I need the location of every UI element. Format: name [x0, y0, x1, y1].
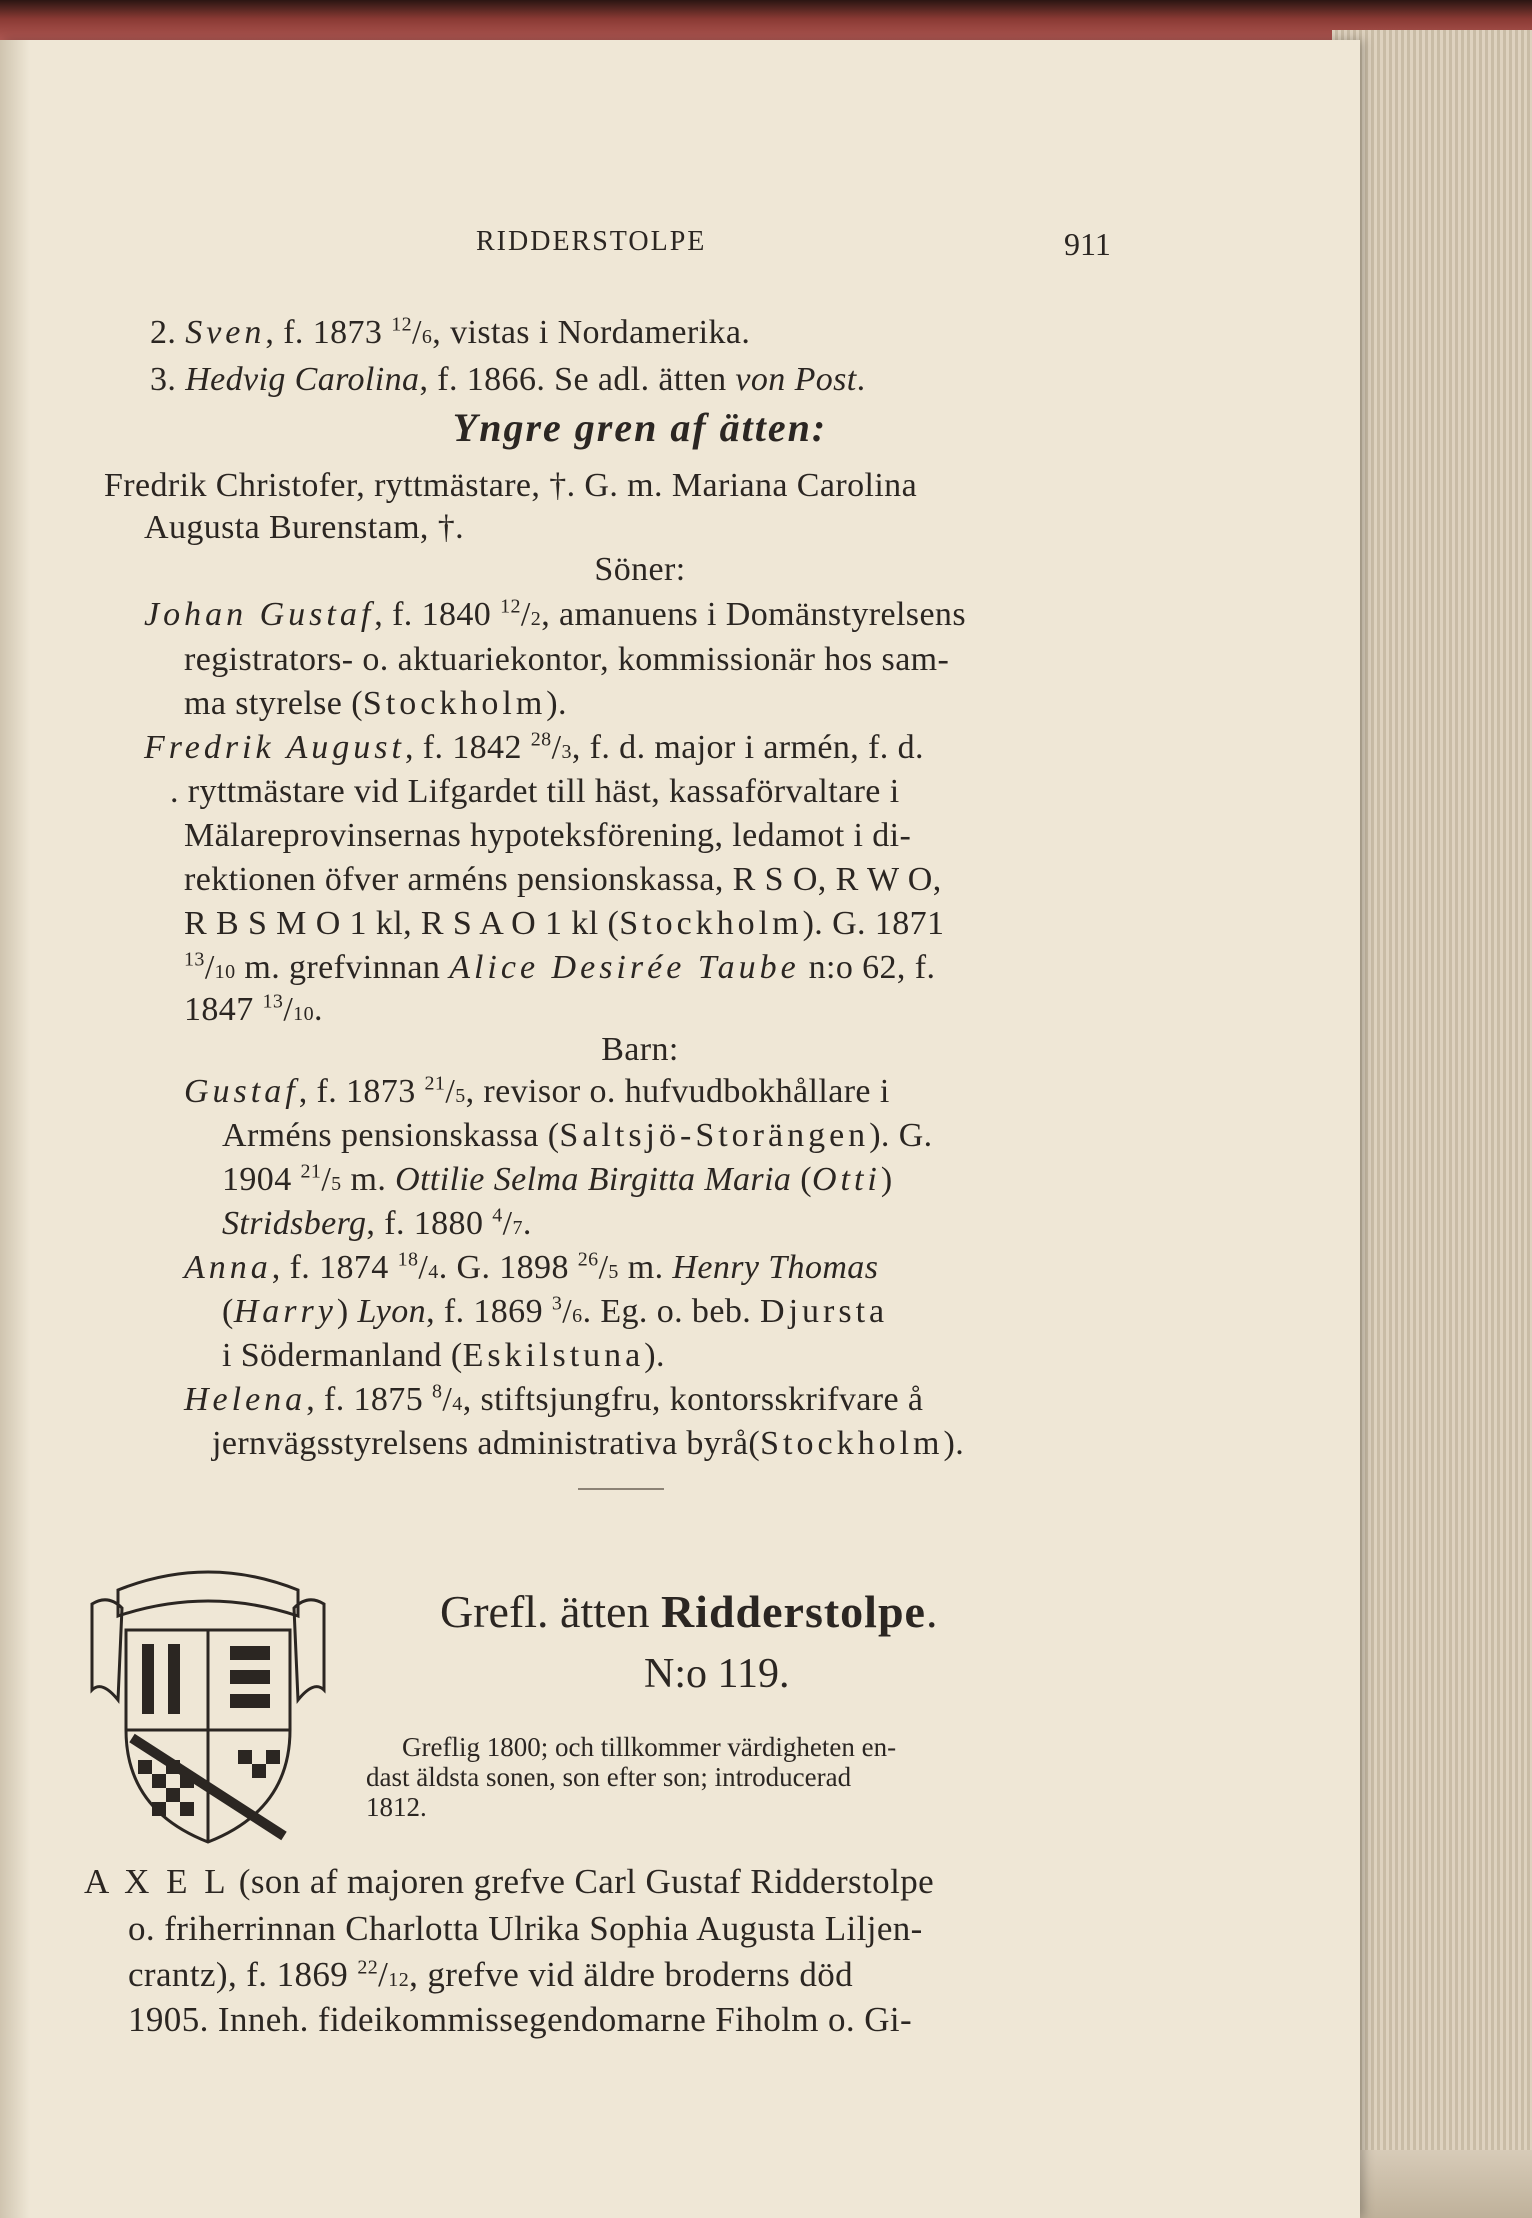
text-line: 2. Sven, f. 1873 $^{12}$/6, vistas i Nordamerika.: [150, 313, 751, 351]
text-line: Augusta Burenstam, †.: [144, 509, 465, 546]
text-line: 1847 $^{13}$/10.: [184, 990, 323, 1028]
text-line: Mälareprovinsernas hypoteksförening, ledamot i di-: [184, 817, 912, 854]
text-line: 1904 $^{21}$/5 m. Ottilie Selma Birgitta Maria (Otti): [222, 1160, 893, 1198]
text-line: Johan Gustaf, f. 1840 $^{12}$/2, amanuens i Domänstyrelsens: [144, 595, 966, 633]
coat-of-arms-icon: [88, 1560, 328, 1846]
book-top-edge: [0, 0, 1532, 42]
page-stack-edge: [1332, 30, 1532, 2218]
page-number: 911: [1064, 226, 1111, 262]
text-line: registrators- o. aktuariekontor, kommissionär hos sam-: [184, 641, 950, 678]
text-line: rektionen öfver arméns pensionskassa, R S O, R W O,: [184, 861, 942, 898]
section-number: N:o 119.: [644, 1651, 790, 1697]
text-line: A X E L (son af majoren grefve Carl Gustaf Ridderstolpe: [84, 1862, 935, 1901]
subheading-soner: Söner:: [594, 551, 686, 588]
text-line: Fredrik Christofer, ryttmästare, †. G. m. Mariana Carolina: [104, 467, 918, 504]
page-gutter-shadow: [0, 40, 30, 2218]
text-line: 1905. Inneh. fideikommissegendomarne Fiholm o. Gi-: [128, 2000, 913, 2039]
text-line: o. friherrinnan Charlotta Ulrika Sophia Augusta Liljen-: [128, 1909, 923, 1948]
text-line: Arméns pensionskassa (Saltsjö-Storängen). G.: [222, 1117, 933, 1154]
section-note-line: Greflig 1800; och tillkommer värdigheten en-: [402, 1732, 897, 1762]
text-line: jernvägsstyrelsens administrativa byrå(Stockholm).: [212, 1425, 965, 1462]
text-line: R B S M O 1 kl, R S A O 1 kl (Stockholm). G. 1871: [184, 905, 945, 942]
text-line: Helena, f. 1875 $^8$/4, stiftsjungfru, kontorsskrifvare å: [184, 1380, 924, 1418]
text-line: 3. Hedvig Carolina, f. 1866. Se adl. ätten von Post.: [150, 361, 866, 398]
text-line: Anna, f. 1874 $^{18}$/4. G. 1898 $^{26}$/5 m. Henry Thomas: [184, 1248, 879, 1286]
text-line: . ryttmästare vid Lifgardet till häst, kassaförvaltare i: [170, 773, 900, 810]
subheading-barn: Barn:: [601, 1031, 679, 1068]
text-line: (Harry) Lyon, f. 1869 $^3$/6. Eg. o. beb. Djursta: [222, 1292, 889, 1330]
running-head: RIDDERSTOLPE: [476, 226, 707, 257]
section-title: Grefl. ätten Ridderstolpe.: [440, 1586, 938, 1637]
text-line: ma styrelse (Stockholm).: [184, 685, 567, 722]
text-line: Fredrik August, f. 1842 $^{28}$/3, f. d. major i armén, f. d.: [144, 728, 924, 766]
text-line: $^{13}$/10 m. grefvinnan Alice Desirée Taube n:o 62, f.: [184, 948, 936, 986]
section-note-line: dast äldsta sonen, son efter son; introducerad: [366, 1762, 852, 1792]
section-subheading: Yngre gren af ätten:: [452, 405, 828, 450]
text-line: Gustaf, f. 1873 $^{21}$/5, revisor o. hufvudbokhållare i: [184, 1072, 890, 1110]
section-divider: [578, 1488, 664, 1490]
text-line: i Södermanland (Eskilstuna).: [222, 1337, 665, 1374]
section-note-line: 1812.: [366, 1792, 427, 1822]
text-line: crantz), f. 1869 $^{22}$/12, grefve vid äldre broderns död: [128, 1955, 854, 1994]
text-line: Stridsberg, f. 1880 $^4$/7.: [222, 1204, 532, 1242]
